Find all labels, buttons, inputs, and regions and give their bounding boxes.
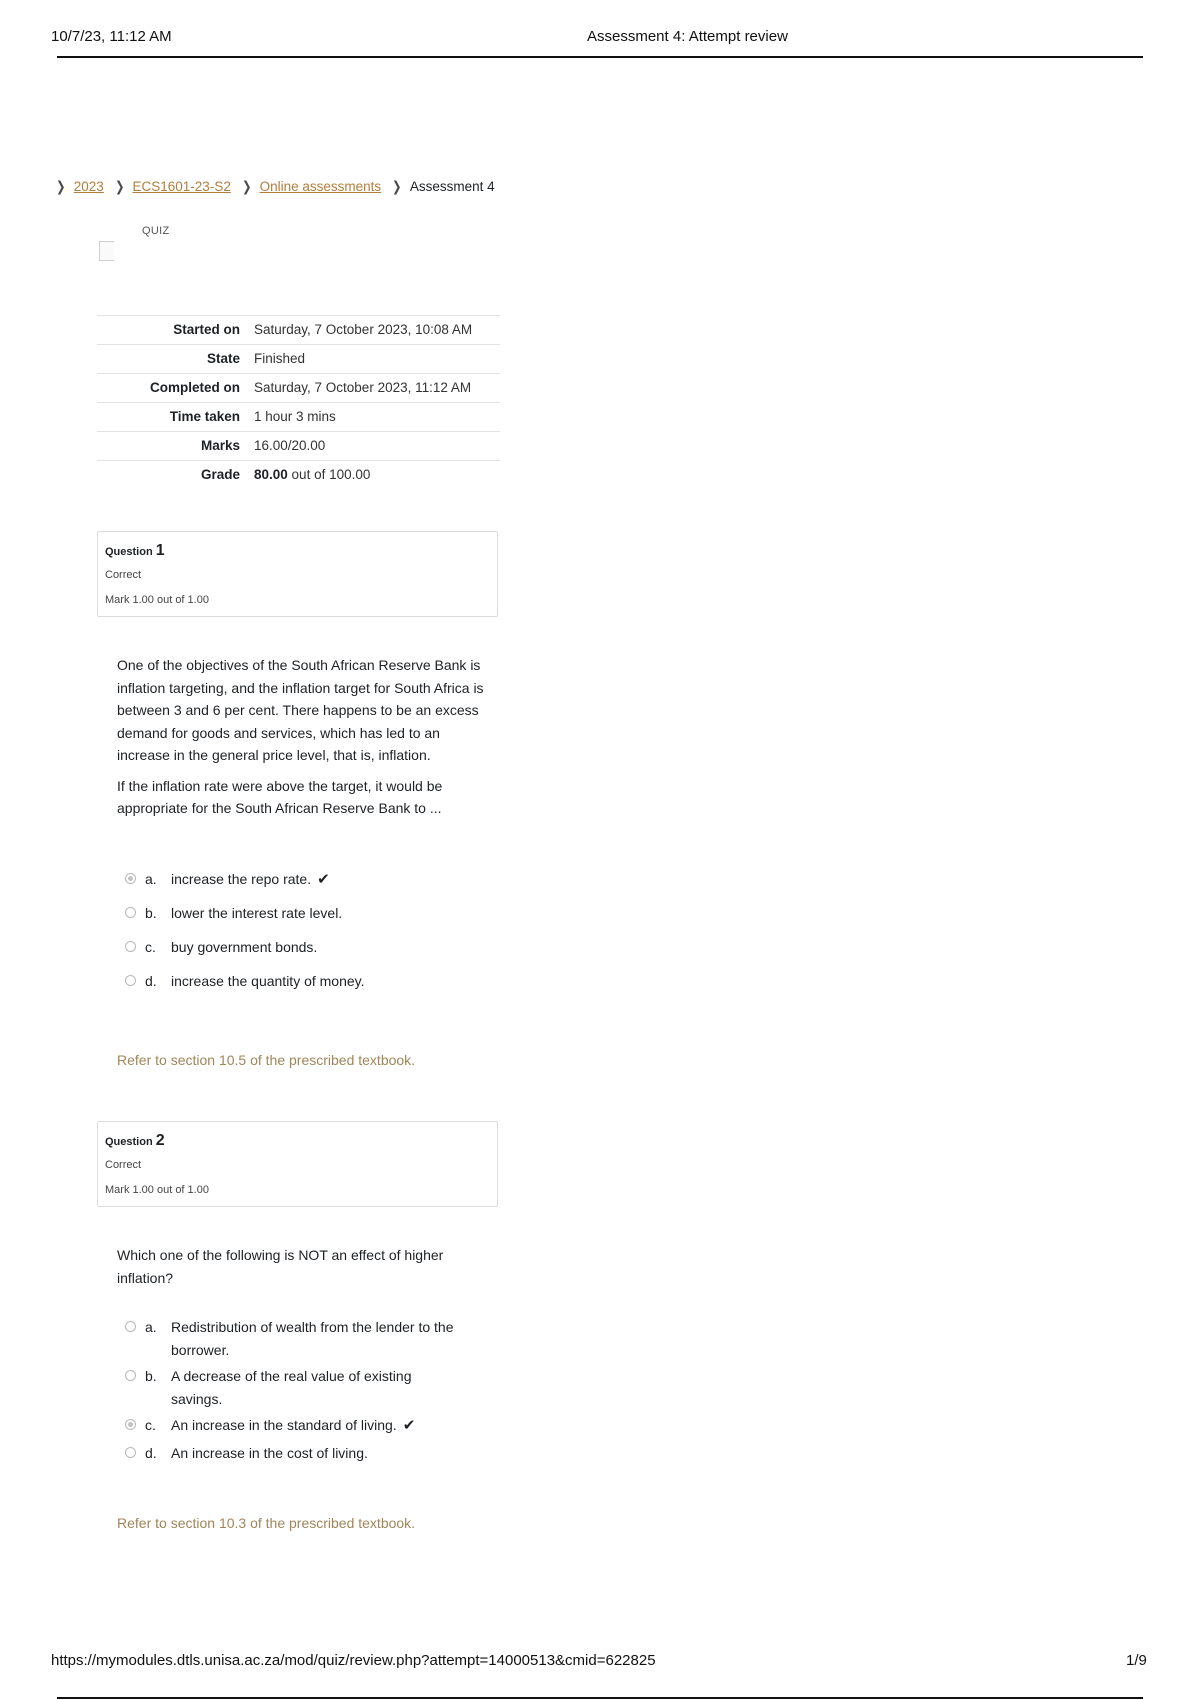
question-paragraph: If the inflation rate were above the target, it would be appropriate for the South African Reserve Bank to ...: [117, 777, 443, 816]
radio-button-icon[interactable]: [125, 975, 136, 986]
summary-label: Started on: [173, 322, 240, 337]
question-info-box: [97, 531, 498, 617]
summary-value: 16.00/20.00: [254, 438, 326, 453]
summary-row-started: [97, 316, 500, 345]
quiz-icon: [99, 241, 114, 261]
question-label: Question: [105, 546, 153, 558]
footer-divider: [57, 1697, 1143, 1699]
breadcrumb-link-section[interactable]: Online assessments: [259, 179, 382, 194]
activity-type-label: QUIZ: [142, 225, 170, 237]
breadcrumb-link-course[interactable]: ECS1601-23-S2: [132, 179, 231, 194]
question-info-box: [97, 1121, 498, 1207]
breadcrumb-current: Assessment 4: [409, 179, 495, 194]
check-icon: ✔: [402, 1417, 416, 1434]
summary-label: Grade: [200, 467, 240, 482]
question-number: [105, 542, 165, 560]
answer-letter: a.: [145, 1319, 157, 1335]
answer-list: [125, 1316, 505, 1470]
answer-text: An increase in the cost of living.: [171, 1445, 368, 1461]
radio-button-icon[interactable]: [125, 1321, 136, 1332]
print-page-title: Assessment 4: Attempt review: [587, 28, 788, 45]
check-icon: ✔: [317, 871, 330, 888]
question-state: Correct: [105, 569, 142, 581]
question-paragraph: Which one of the following is NOT an effect of higher inflation?: [117, 1247, 444, 1286]
breadcrumb-link-year[interactable]: 2023: [73, 179, 104, 194]
question-text: [117, 654, 487, 828]
radio-button-icon[interactable]: [125, 1447, 136, 1458]
general-feedback: Refer to section 10.5 of the prescribed textbook.: [117, 1052, 416, 1068]
answer-option[interactable]: [125, 1365, 505, 1414]
answer-text: increase the quantity of money.: [171, 973, 365, 989]
print-datetime: 10/7/23, 11:12 AM: [51, 28, 172, 45]
answer-letter: d.: [145, 1445, 157, 1461]
print-page-number: 1/9: [1126, 1652, 1147, 1669]
summary-row-state: [97, 345, 500, 374]
question-state: Correct: [105, 1159, 142, 1171]
answer-letter: a.: [145, 871, 157, 887]
print-header: [0, 0, 1200, 60]
summary-value: Saturday, 7 October 2023, 11:12 AM: [254, 380, 472, 395]
answer-option[interactable]: [125, 1442, 505, 1470]
summary-row-completed: [97, 374, 500, 403]
answer-letter: b.: [145, 905, 157, 921]
grade-value: 80.00: [254, 467, 288, 482]
summary-value: Finished: [254, 351, 306, 366]
answer-text: Redistribution of wealth from the lender to the borrower.: [171, 1319, 454, 1358]
answer-text: [171, 1414, 415, 1438]
summary-row-marks: [97, 432, 500, 461]
answer-text: [171, 868, 330, 892]
chevron-right-icon: ❯: [56, 178, 66, 194]
answer-option[interactable]: [125, 970, 505, 1004]
answer-text: buy government bonds.: [171, 939, 318, 955]
chevron-right-icon: ❯: [114, 178, 125, 194]
summary-label: Marks: [200, 438, 240, 453]
print-footer: [0, 1640, 1200, 1700]
answer-list: [125, 868, 505, 1004]
radio-button-icon[interactable]: [125, 907, 136, 918]
answer-option[interactable]: [125, 868, 505, 902]
question-paragraph: One of the objectives of the South African Reserve Bank is inflation targeting, and the inflation target for South Africa is between 3 and 6 per cent. There happens to be an excess demand for goods and services, which has led to an increase in the general price level, that is, inflation.: [117, 657, 484, 763]
answer-label: An increase in the standard of living.: [171, 1417, 397, 1433]
attempt-summary-table: [97, 315, 500, 489]
question-text: [117, 1244, 477, 1297]
radio-button-icon[interactable]: [125, 941, 136, 952]
radio-button-icon[interactable]: [125, 1419, 136, 1430]
summary-label: Time taken: [169, 409, 240, 424]
answer-option[interactable]: [125, 1414, 505, 1442]
header-divider: [57, 56, 1143, 58]
chevron-right-icon: ❯: [392, 178, 402, 194]
question-mark: Mark 1.00 out of 1.00: [105, 594, 209, 606]
answer-letter: c.: [145, 1417, 156, 1433]
summary-row-grade: [97, 461, 500, 490]
question-number-value: 1: [155, 542, 165, 559]
summary-label: Completed on: [150, 380, 240, 395]
summary-value: 1 hour 3 mins: [254, 409, 336, 424]
question-number: [105, 1132, 165, 1150]
print-url: https://mymodules.dtls.unisa.ac.za/mod/quiz/review.php?attempt=14000513&cmid=622825: [51, 1652, 656, 1669]
answer-letter: b.: [145, 1368, 157, 1384]
answer-text: A decrease of the real value of existing savings.: [171, 1368, 412, 1407]
question-label: Question: [105, 1136, 153, 1148]
question-number-value: 2: [155, 1132, 165, 1149]
radio-button-icon[interactable]: [125, 873, 136, 884]
answer-option[interactable]: [125, 1316, 505, 1365]
general-feedback: Refer to section 10.3 of the prescribed textbook.: [117, 1515, 416, 1531]
answer-letter: d.: [145, 973, 157, 989]
summary-label: State: [206, 351, 240, 366]
answer-option[interactable]: [125, 902, 505, 936]
chevron-right-icon: ❯: [242, 178, 252, 194]
breadcrumb: [55, 178, 495, 195]
question-mark: Mark 1.00 out of 1.00: [105, 1184, 209, 1196]
answer-label: increase the repo rate.: [171, 871, 312, 887]
summary-value: [254, 461, 500, 490]
summary-row-time-taken: [97, 403, 500, 432]
answer-option[interactable]: [125, 936, 505, 970]
answer-letter: c.: [145, 939, 156, 955]
grade-suffix: out of 100.00: [287, 467, 371, 482]
radio-button-icon[interactable]: [125, 1370, 136, 1381]
summary-value: Saturday, 7 October 2023, 10:08 AM: [254, 322, 473, 337]
answer-text: lower the interest rate level.: [171, 905, 343, 921]
